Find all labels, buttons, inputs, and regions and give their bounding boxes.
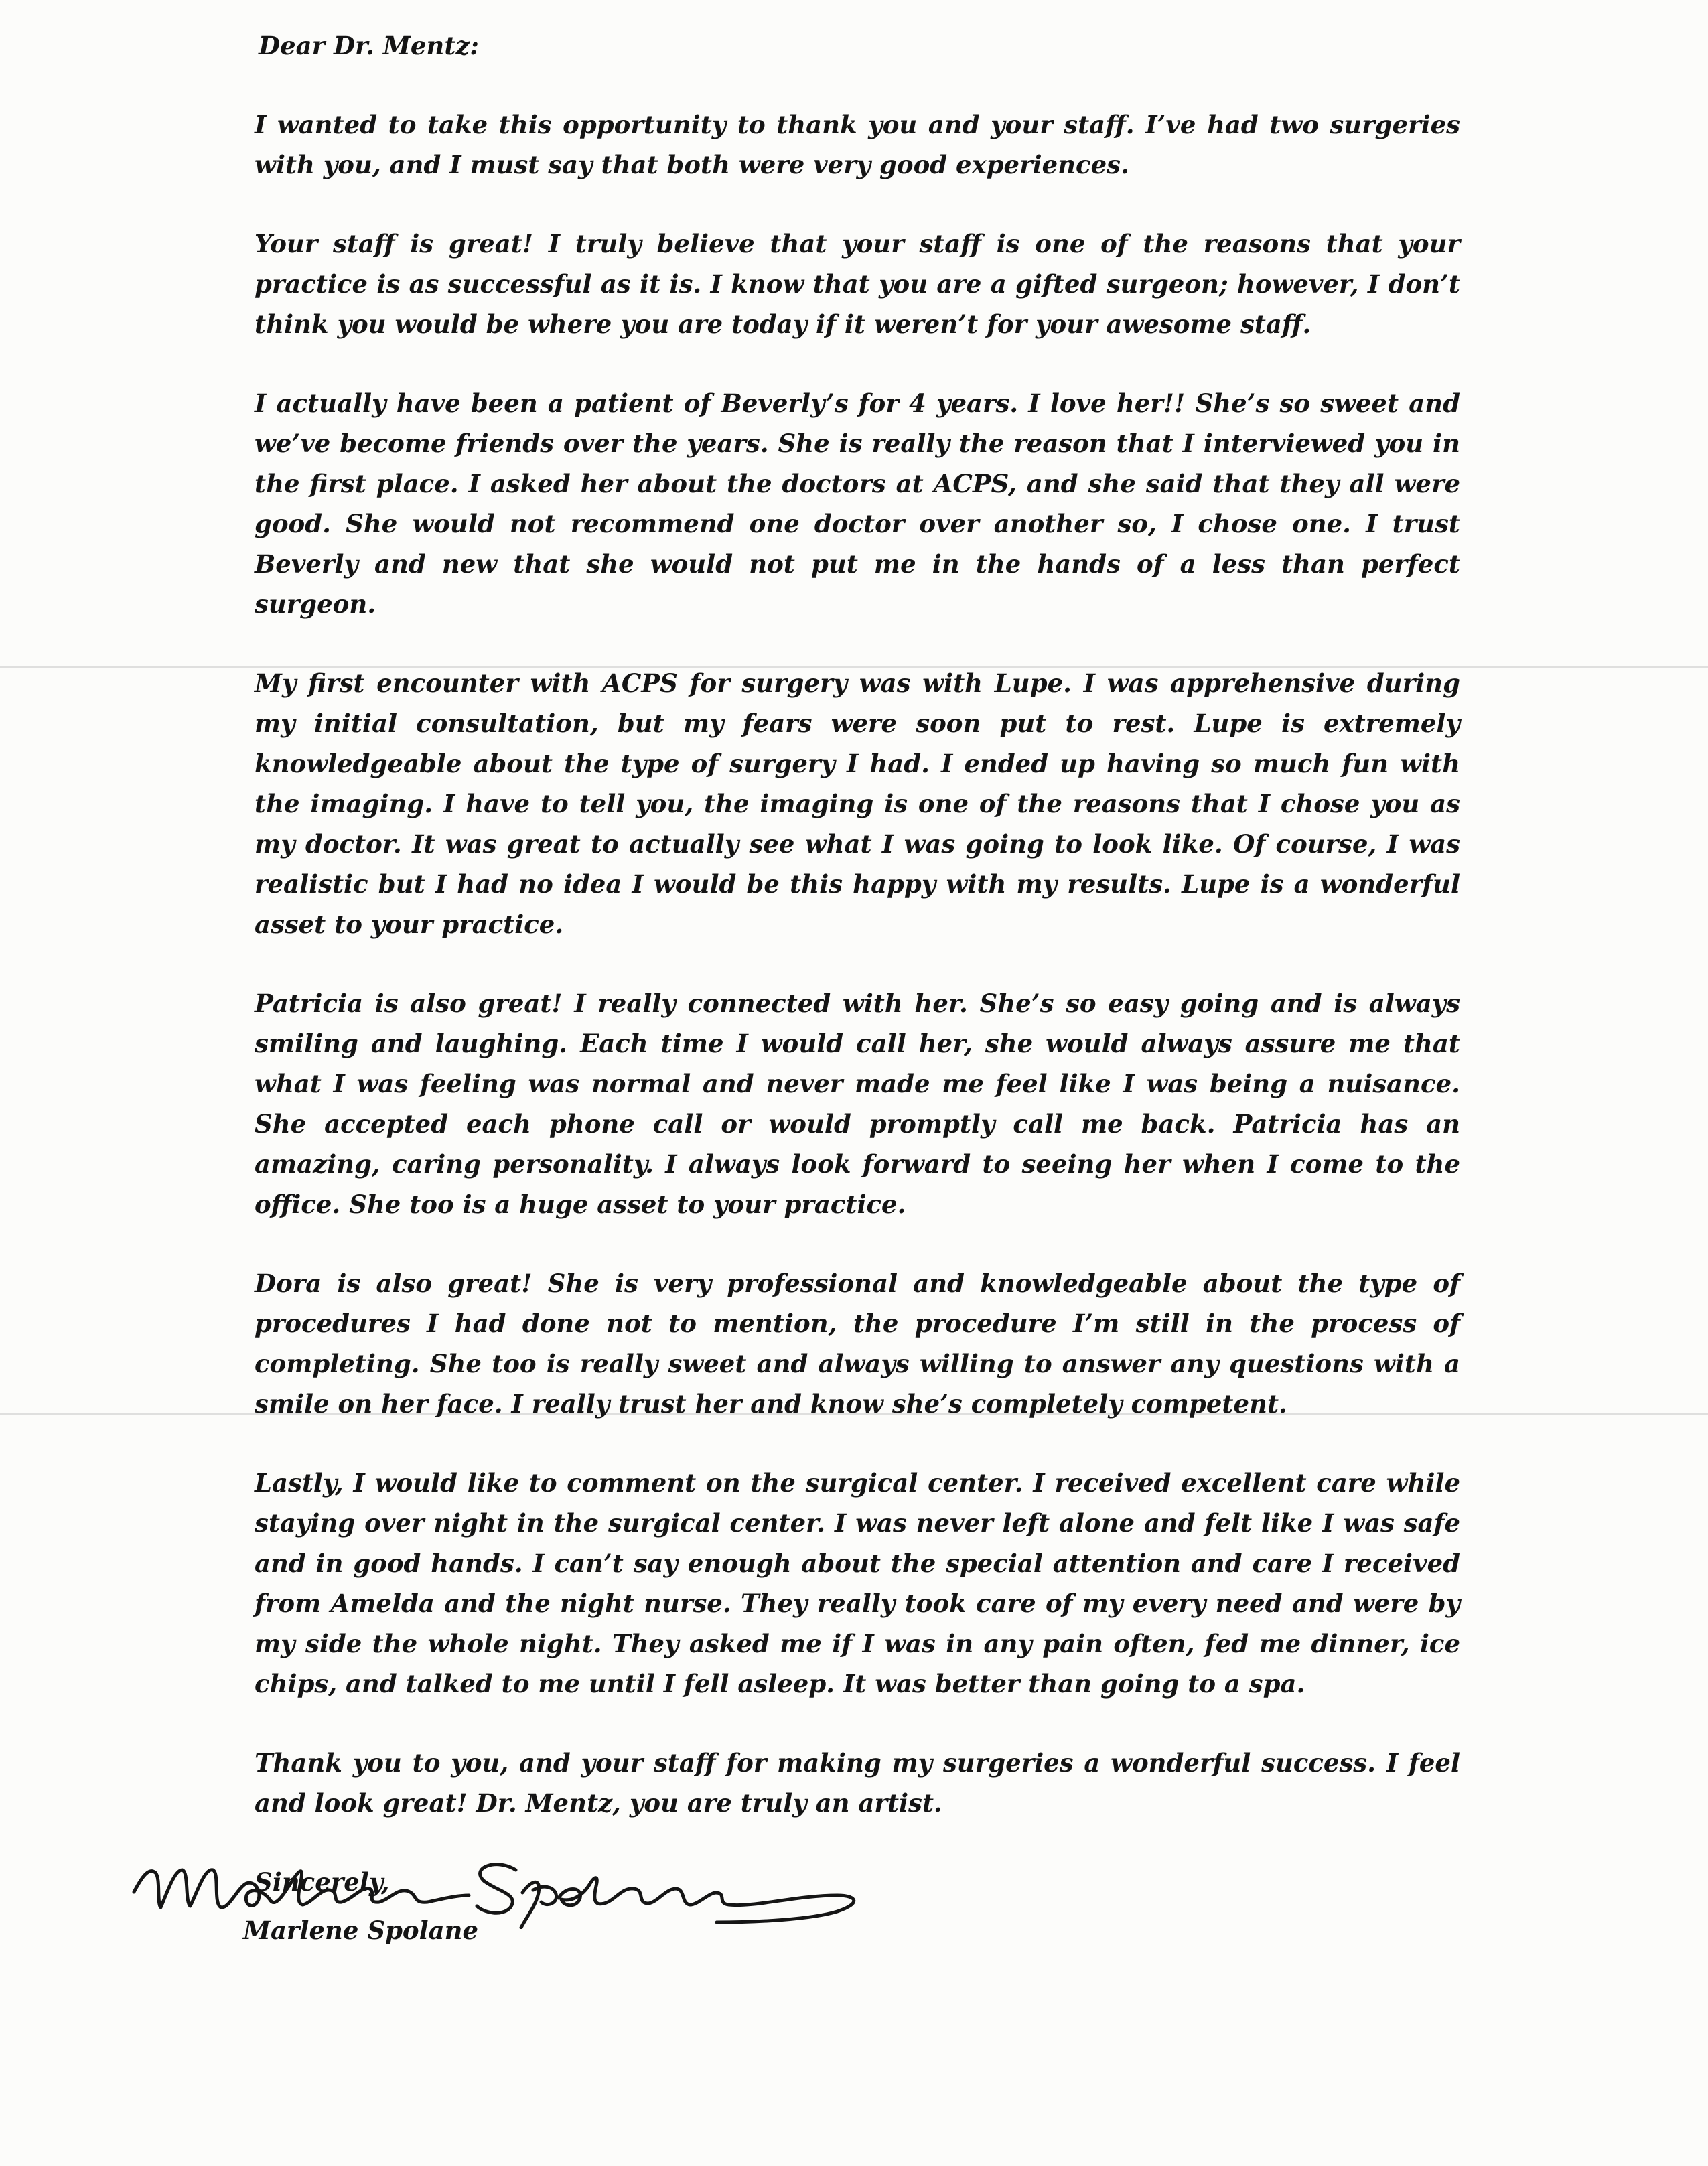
letter-body [255, 25, 1460, 1902]
paragraph: My first encounter with ACPS for surgery was with Lupe. I was apprehensive during my initial consultation, but my fears were soon put to rest. Lupe is extremely knowledgeable about the type of surgery I had. I ended up having so much fun with the imaging. I have to tell you, the imaging is one of the reasons that I chose you as my doctor. It was great to actually see what I was going to look like. Of course, I was realistic but I had no idea I would be this happy with my results. Lupe is a wonderful asset to your practice. [255, 668, 1460, 939]
paragraph: Lastly, I would like to comment on the surgical center. I received excellent care while staying over night in the surgical center. I was never left alone and felt like I was safe and in good hands. I can’t say enough about the special attention and care I received from Amelda and the night nurse. They really took care of my every need and were by my side the whole night. They asked me if I was in any pain often, fed me dinner, ice chips, and talked to me until I fell asleep. It was better than going to a spa. [255, 1468, 1460, 1699]
closing: Sincerely, [255, 1867, 390, 1897]
paragraph: Patricia is also great! I really connected with her. She’s so easy going and is always smiling and laughing. Each time I would call her, she would always assure me that what I was feeling was normal and never made me feel like I was being a nuisance. She accepted each phone call or would promptly call me back. Patricia has an amazing, caring personality. I always look forward to seeing her when I come to the office. She too is a huge asset to your practice. [255, 989, 1460, 1219]
signer-name: Marlene Spolane [243, 1916, 479, 1945]
paragraph: Thank you to you, and your staff for making my surgeries a wonderful success. I feel and look great! Dr. Mentz, you are truly an artist. [255, 1748, 1460, 1818]
paragraph: I wanted to take this opportunity to thank you and your staff. I’ve had two surgeries with you, and I must say that both were very good experiences. [255, 110, 1460, 179]
handwritten-signature [127, 1828, 864, 1929]
paragraph: Dora is also great! She is very professional and knowledgeable about the type of procedures I had done not to mention, the procedure I’m still in the process of completing. She too is really sweet and always willing to answer any questions with a smile on her face. I really trust her and know she’s completely competent. [255, 1269, 1460, 1419]
paragraph: Your staff is great! I truly believe that your staff is one of the reasons that your practice is as successful as it is. I know that you are a gifted surgeon; however, I don’t think you would be where you are today if it weren’t for your awesome staff. [255, 229, 1460, 339]
salutation: Dear Dr. Mentz: [259, 31, 480, 60]
paragraph: I actually have been a patient of Beverly’s for 4 years. I love her!! She’s so sweet and we’ve become friends over the years. She is really the reason that I interviewed you in the first place. I asked her about the doctors at ACPS, and she said that they all were good. She would not recommend one doctor over another so, I chose one. I trust Beverly and new that she would not put me in the hands of a less than perfect surgeon. [255, 388, 1460, 619]
